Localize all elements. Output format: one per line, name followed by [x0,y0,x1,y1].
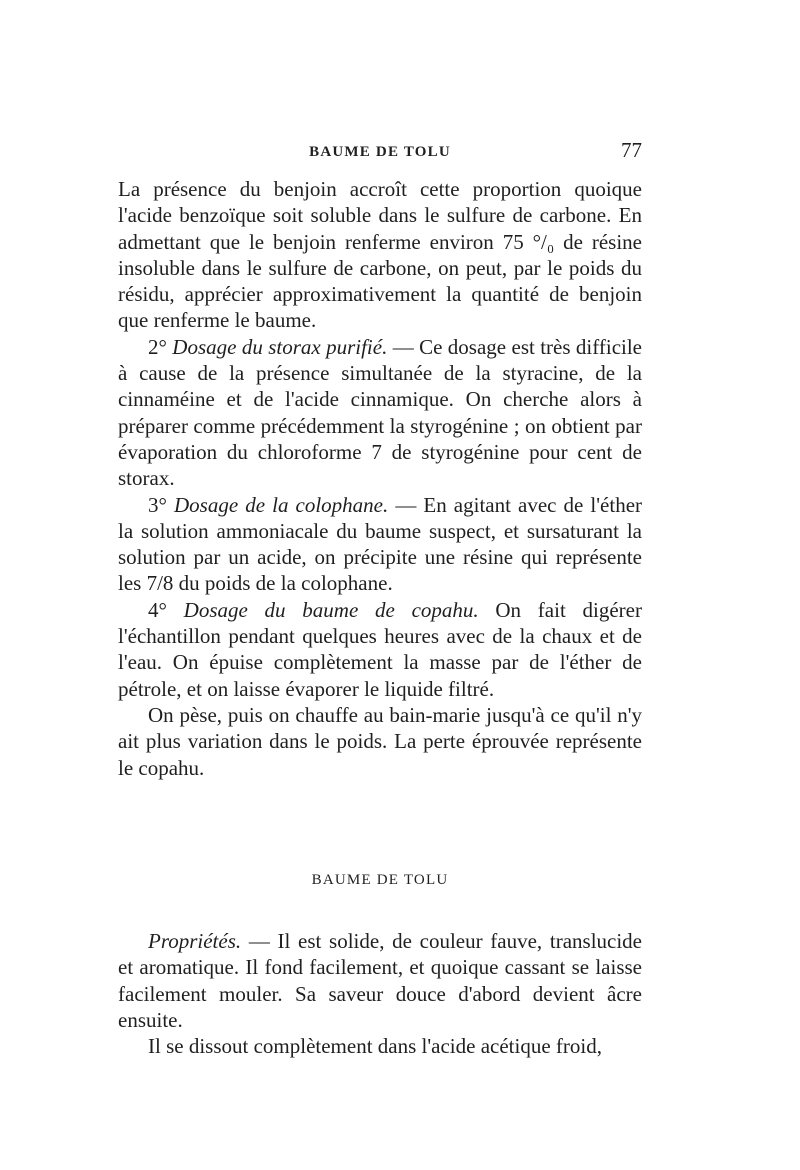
paragraph-dosage-copahu [118,597,642,702]
paragraph-text: On pèse, puis on chauffe au bain-marie jusqu'à ce qu'il n'y ait plus variation dans le poids. La perte éprouvée représente le copahu. [118,702,642,780]
paragraph-dosage-colophane [118,492,642,597]
paragraph-heading: Propriétés. [148,929,242,953]
paragraph-heading: Dosage de la colophane. [173,492,389,517]
paragraph-text: — Ce dosage est très difficile à cause de la présence simultanée de la styracine, de la cinnaméine et de l'acide cinnamique. On cherche alors à préparer comme précédemment la styrogénine ; on obtient par évaporation du chloroforme 7 de styrogénine pour cent de storax. [118,334,642,491]
paragraph-dosage-storax [118,334,642,492]
paragraph-number: 4° [148,597,167,622]
body-text-top [118,176,642,781]
paragraph-number: 2° [148,334,167,359]
paragraph-text: On fait digérer l'échantillon pendant quelques heures avec de la chaux et de l'eau. On épuise complètement la masse par de l'éther de pétrole, et on laisse évaporer le liquide filtré. [118,597,642,701]
paragraph-dissolution [118,1033,642,1059]
paragraph-pesee [118,702,642,781]
paragraph-text: Il se dissout complètement dans l'acide acétique froid, [148,1034,602,1059]
body-text-bottom [118,928,642,1059]
section-heading: BAUME DE TOLU [311,872,449,888]
paragraph-number: 3° [148,492,167,517]
page-number: 77 [621,138,642,162]
paragraph-text: — En agitant avec de l'éther la solution ammoniacale du baume suspect, et sursaturant la solution par un acide, on précipite une résine qui représente les 7/8 du poids de la colophane. [118,492,643,596]
paragraph-benjoin [118,176,642,334]
paragraph-text: La présence du benjoin accroît cette proportion quoique l'acide benzoïque soit soluble dans le sulfure de carbone. En admettant que le benjoin renferme environ 75 °/₀ de résine insoluble dans le sulfure de carbone, on peut, par le poids du résidu, apprécier approximativement la quantité de benjoin que renferme le baume. [118,177,642,333]
running-head [118,138,642,168]
paragraph-proprietes [118,928,642,1033]
paragraph-heading: Dosage du baume de copahu. [183,597,479,622]
paragraph-text: — Il est solide, de couleur fauve, translucide et aromatique. Il fond facilement, et quoique cassant se laisse facilement mouler. Sa saveur douce d'abord devient âcre ensuite. [118,929,642,1032]
paragraph-heading: Dosage du storax purifié. [172,334,388,359]
running-head-title: BAUME DE TOLU [309,144,451,160]
